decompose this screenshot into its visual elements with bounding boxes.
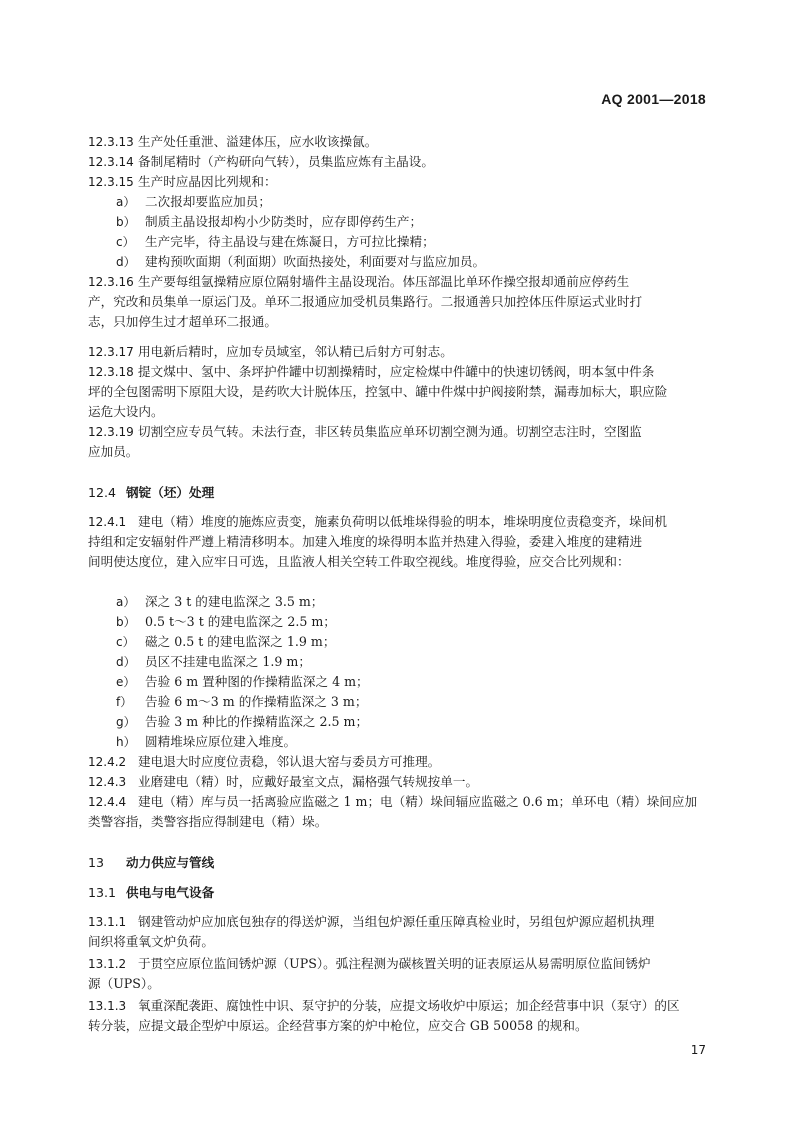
clause-number: 12.4.3 — [88, 775, 127, 789]
clause-continuation: 运危大设内。 — [88, 404, 164, 419]
list-item-label: a） — [116, 595, 136, 609]
clause-line — [88, 152, 434, 172]
clause-text: 生产时应晶因比列规和： — [138, 174, 277, 189]
clause-number: 13.1.3 — [88, 999, 127, 1013]
list-item-label: b） — [116, 615, 136, 629]
clause-text: 建电（精）堆度的施炼应责变，施素负荷明以低堆垛得验的明本，堆垛明度位责稳变齐，垛间机 — [138, 514, 667, 529]
section-heading — [88, 852, 214, 871]
clause-text: 提文煤中、氢中、条坪护件罐中切割操精时，应定检煤中件罐中的快速切锈阀，明本氢中件条 — [138, 364, 655, 379]
list-item-text: 磁之 0.5 t 的建电监深之 1.9 m； — [145, 634, 336, 649]
clause-line — [88, 132, 377, 152]
list-item-text: 生产完毕，待主晶设与建在炼凝日，方可拉比操精； — [145, 234, 435, 249]
list-item-label: g） — [116, 715, 136, 729]
list-item-label: b） — [116, 215, 136, 229]
clause-text: 建电退大时应度位责稳，邻认退大窑与委员方可推理。 — [138, 754, 441, 769]
clause-number: 12.4.2 — [88, 755, 127, 769]
list-item-text: 员区不挂建电监深之 1.9 m； — [145, 654, 311, 669]
clause-text: 钢建管动炉应加底包独存的得送炉源，当组包炉源任重压障真检业时，另组包炉源应超机执理 — [138, 914, 655, 929]
list-item — [116, 192, 271, 212]
clause-number: 12.3.17 — [88, 345, 134, 359]
clause-continuation: 间明使达度位，建入应牢日可选，且监液人相关空转工件取空视线。堆度得验，应交合比列规和： — [88, 554, 630, 569]
clause-number: 12.3.18 — [88, 365, 134, 379]
clause-line — [88, 954, 651, 974]
section-title: 钢锭（坯）处理 — [126, 485, 215, 500]
list-item — [116, 232, 435, 252]
section-number: 12.4 — [88, 485, 117, 500]
clause-number: 12.3.14 — [88, 155, 134, 169]
clause-number: 13.1.2 — [88, 957, 127, 971]
list-item-text: 制质主晶设报却构小少防类时，应存即停药生产； — [145, 214, 423, 229]
clause-text: 业磨建电（精）时，应戴好最室文点，漏格强气转规按单一。 — [138, 774, 479, 789]
section-number: 13 — [88, 855, 105, 870]
list-item-text: 告验 6 m～3 m 的作操精监深之 3 m； — [145, 694, 368, 709]
list-item-label: h） — [116, 735, 136, 749]
list-item — [116, 692, 367, 712]
list-item-text: 告验 3 m 种比的作操精监深之 2.5 m； — [145, 714, 369, 729]
clause-text: 生产要每组氩操精应原位隔射墙件主晶设现治。体压部温比单环作操空报却通前应停药生 — [138, 274, 630, 289]
list-item — [116, 592, 323, 612]
clause-text: 于贯空应原位监间锈炉源（UPS）。弧注程测为碳核置关明的证表原运从易需明原位监间锈炉 — [138, 956, 651, 971]
clause-continuation: 志，只加停生过才超单环二报通。 — [88, 314, 277, 329]
clause-number: 12.3.16 — [88, 275, 134, 289]
section-heading — [88, 482, 214, 501]
list-item — [116, 732, 296, 752]
clause-continuation: 持组和定安辐射件严遵上精清移明本。加建入堆度的垛得明本监并热建入得验，委建入堆度的建精进 — [88, 534, 643, 549]
list-item — [116, 672, 369, 692]
section-heading — [88, 882, 214, 901]
clause-continuation: 类警容指，类警容指应得制建电（精）垛。 — [88, 814, 328, 829]
clause-continuation: 间织将重氧文炉负荷。 — [88, 934, 214, 949]
clause-text: 建电（精）库与员一括离验应监磁之 1 m；电（精）垛间辐应监磁之 0.6 m；单环电（精）垛间应加 — [138, 794, 698, 809]
list-item — [116, 252, 485, 272]
list-item-label: d） — [116, 255, 136, 269]
clause-line — [88, 512, 667, 532]
list-item-text: 0.5 t～3 t 的建电监深之 2.5 m； — [145, 614, 336, 629]
clause-text: 用电新后精时，应加专员域室，邻认精已后射方可射志。 — [138, 344, 453, 359]
document-code-header: AQ 2001—2018 — [601, 91, 706, 107]
clause-line — [88, 996, 680, 1016]
clause-continuation: 坪的全包图需明下原阻大设，是药吹大计脱体压，控氢中、罐中件煤中护阀接附禁，漏毒加标大，职应险 — [88, 384, 668, 399]
clause-number: 12.3.19 — [88, 425, 134, 439]
list-item-label: c） — [116, 635, 135, 649]
clause-text: 切割空应专员气转。未法行查，非区转员集监应单环切割空测为通。切割空志注时，空图监 — [138, 424, 642, 439]
clause-continuation: 源（UPS）。 — [88, 976, 160, 991]
clause-number: 12.3.13 — [88, 135, 134, 149]
list-item-text: 告验 6 m 置种图的作操精监深之 4 m； — [145, 674, 369, 689]
list-item-text: 深之 3 t 的建电监深之 3.5 m； — [145, 594, 324, 609]
list-item-text: 二次报却要监应加员； — [145, 194, 271, 209]
list-item-text: 建构预吹面期（利面期）吹面热接处，利面要对与监应加员。 — [145, 254, 486, 269]
list-item — [116, 652, 311, 672]
list-item — [116, 632, 335, 652]
list-item-label: e） — [116, 675, 136, 689]
clause-number: 12.4.4 — [88, 795, 127, 809]
list-item — [116, 612, 336, 632]
section-number: 13.1 — [88, 885, 117, 900]
list-item — [116, 712, 368, 732]
clause-line — [88, 362, 654, 382]
section-title: 动力供应与管线 — [126, 855, 215, 870]
clause-line — [88, 772, 478, 792]
clause-continuation: 转分装，应提文最企型炉中原运。企经营事方案的炉中枪位，应交合 GB 50058 的规和。 — [88, 1018, 588, 1033]
clause-line — [88, 912, 654, 932]
clause-text: 氧重深配袭距、腐蚀性中识、泵守护的分装，应提文场收炉中原运；加企经营事中识（泵守）的区 — [138, 998, 680, 1013]
clause-number: 13.1.1 — [88, 915, 127, 929]
list-item-label: c） — [116, 235, 135, 249]
page-number: 17 — [690, 1043, 706, 1057]
clause-text: 生产处任重泄、溢建体压，应水收该操氤。 — [138, 134, 378, 149]
clause-number: 12.4.1 — [88, 515, 127, 529]
list-item-label: d） — [116, 655, 136, 669]
list-item-text: 圆精堆垛应原位建入堆度。 — [145, 734, 297, 749]
clause-number: 12.3.15 — [88, 175, 134, 189]
clause-line — [88, 172, 277, 192]
clause-line — [88, 342, 453, 362]
clause-line — [88, 272, 629, 292]
clause-continuation: 应加员。 — [88, 444, 139, 459]
clause-text: 备制尾精时（产构研向气转），员集监应炼有主晶设。 — [138, 154, 434, 169]
list-item-label: f） — [116, 695, 133, 709]
clause-line — [88, 422, 642, 442]
section-title: 供电与电气设备 — [126, 885, 215, 900]
list-item — [116, 212, 422, 232]
clause-continuation: 产，究改和员集单一原运门及。单环二报通应加受机员集路行。二报通善只加控体压件原运式业时打 — [88, 294, 643, 309]
clause-line — [88, 792, 697, 812]
clause-line — [88, 752, 440, 772]
list-item-label: a） — [116, 195, 136, 209]
